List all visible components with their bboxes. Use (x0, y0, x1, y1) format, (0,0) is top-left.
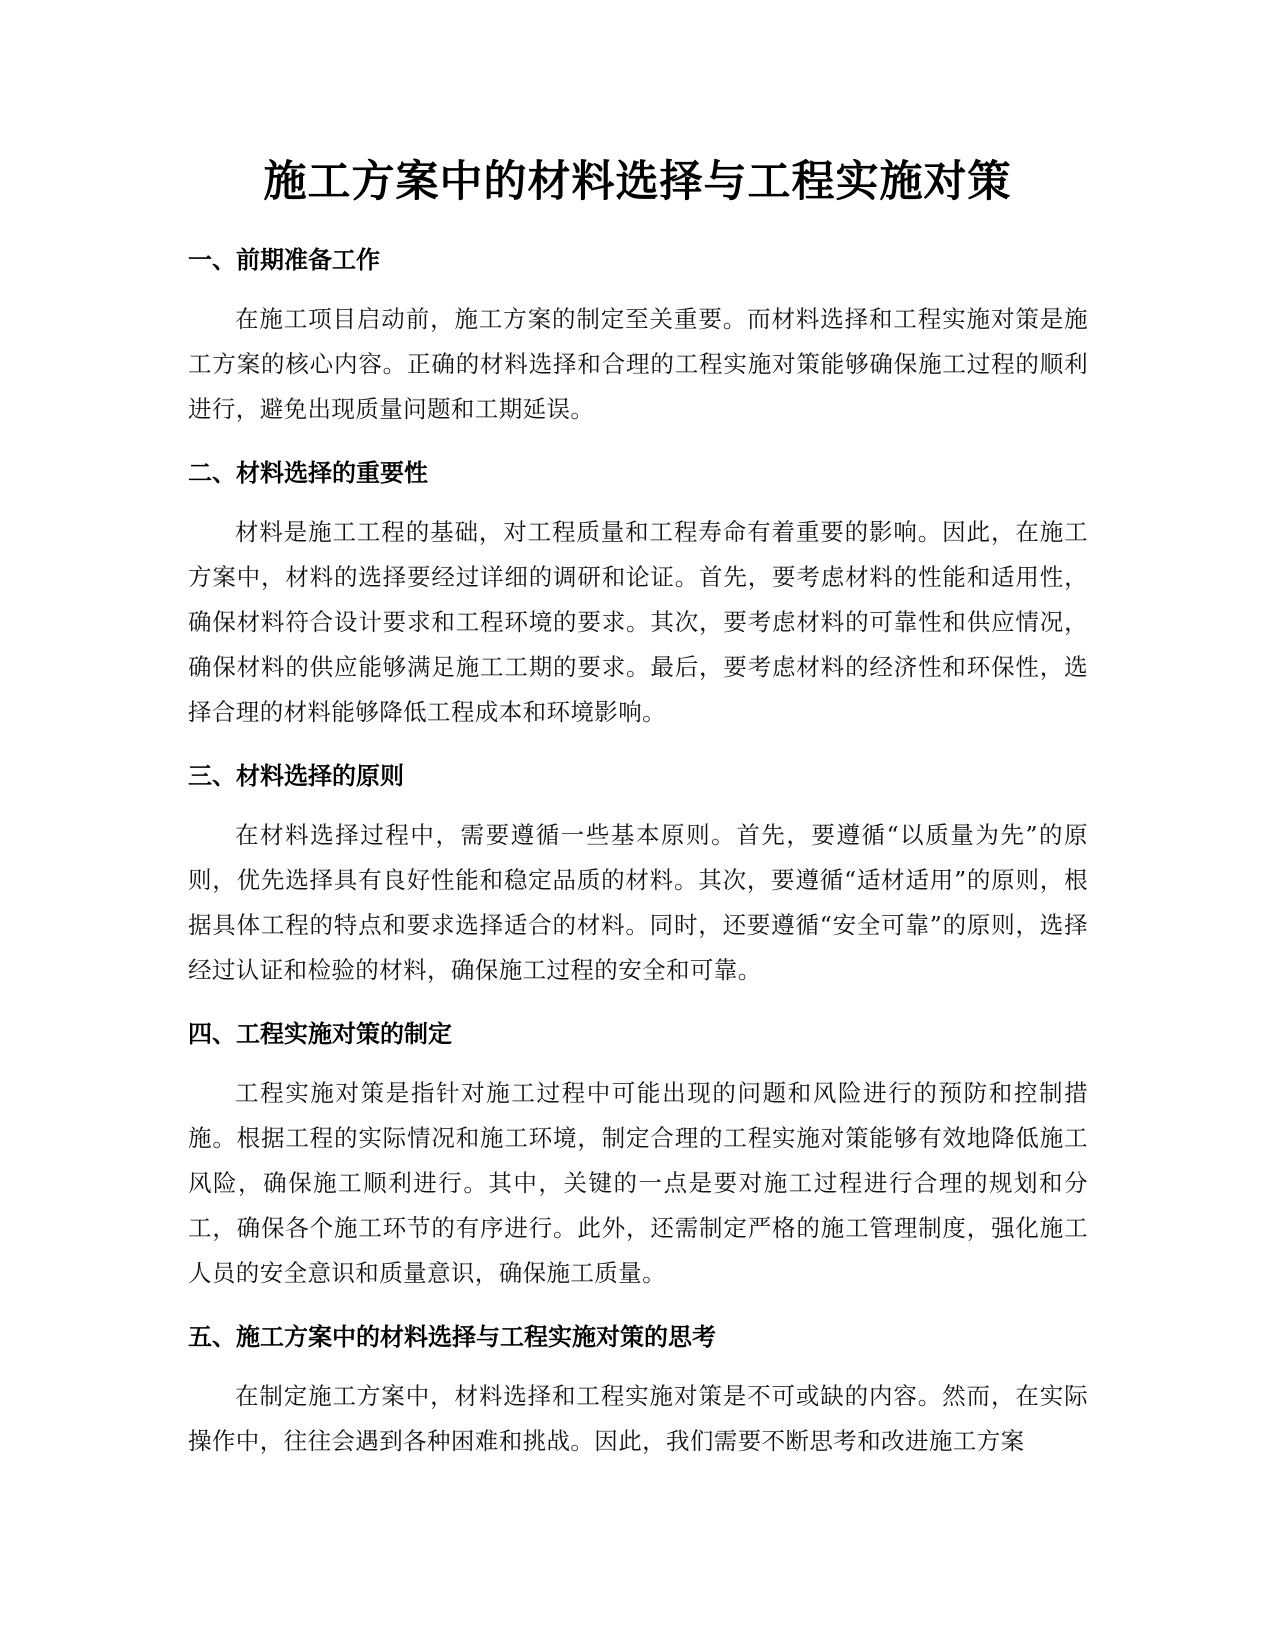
section-heading: 五、施工方案中的材料选择与工程实施对策的思考 (188, 1323, 716, 1351)
section-implementation-measures (188, 1014, 1088, 1296)
document-body (188, 240, 1088, 1485)
section-paragraph: 材料是施工工程的基础，对工程质量和工程寿命有着重要的影响。因此，在施工方案中，材料的选择要经过详细的调研和论证。首先，要考虑材料的性能和适用性，确保材料符合设计要求和工程环境的要求。其次，要考虑材料的可靠性和供应情况，确保材料的供应能够满足施工工期的要求。最后，要考虑材料的经济性和环保性，选择合理的材料能够降低工程成本和环境影响。 (188, 518, 1088, 726)
section-heading: 一、前期准备工作 (188, 246, 380, 274)
section-material-principles (188, 756, 1088, 993)
section-heading: 二、材料选择的重要性 (188, 459, 428, 487)
section-paragraph: 工程实施对策是指针对施工过程中可能出现的问题和风险进行的预防和控制措施。根据工程的实际情况和施工环境，制定合理的工程实施对策能够有效地降低施工风险，确保施工顺利进行。其中，关键的一点是要对施工过程进行合理的规划和分工，确保各个施工环节的有序进行。此外，还需制定严格的施工管理制度，强化施工人员的安全意识和质量意识，确保施工质量。 (188, 1079, 1088, 1287)
section-paragraph: 在施工项目启动前，施工方案的制定至关重要。而材料选择和工程实施对策是施工方案的核心内容。正确的材料选择和合理的工程实施对策能够确保施工过程的顺利进行，避免出现质量问题和工期延误。 (188, 305, 1088, 423)
section-heading: 四、工程实施对策的制定 (188, 1020, 452, 1048)
section-paragraph: 在制定施工方案中，材料选择和工程实施对策是不可或缺的内容。然而，在实际操作中，往往会遇到各种困难和挑战。因此，我们需要不断思考和改进施工方案 (188, 1382, 1088, 1455)
section-preparation (188, 240, 1088, 432)
section-heading: 三、材料选择的原则 (188, 762, 404, 790)
document-title: 施工方案中的材料选择与工程实施对策 (263, 157, 1012, 207)
section-paragraph: 在材料选择过程中，需要遵循一些基本原则。首先，要遵循“以质量为先”的原则，优先选择具有良好性能和稳定品质的材料。其次，要遵循“适材适用”的原则，根据具体工程的特点和要求选择适合的材料。同时，还要遵循“安全可靠”的原则，选择经过认证和检验的材料，确保施工过程的安全和可靠。 (188, 821, 1088, 984)
section-reflection (188, 1317, 1088, 1464)
section-material-importance (188, 453, 1088, 735)
